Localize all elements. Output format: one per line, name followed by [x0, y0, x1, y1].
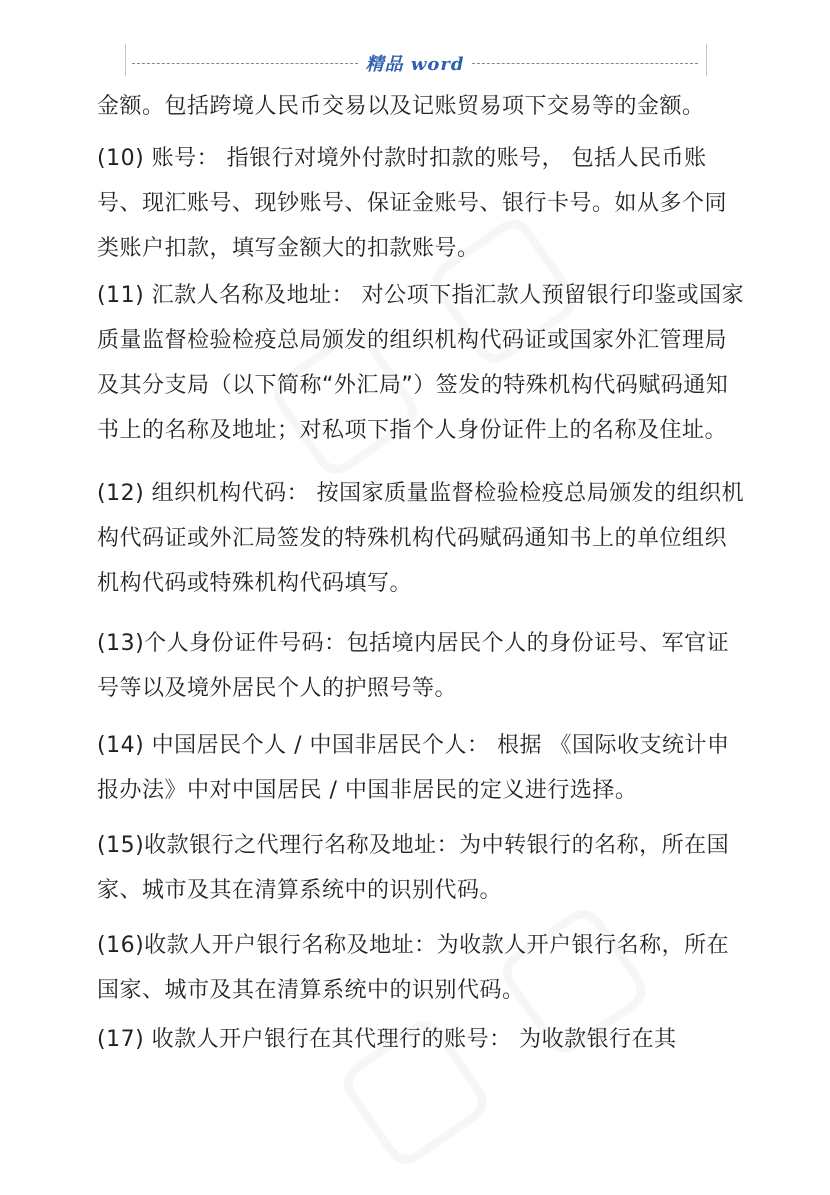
paragraph-amount-cont: 金额。包括跨境人民币交易以及记账贸易项下交易等的金额。 — [97, 94, 705, 119]
header-dashed-line-right — [472, 63, 698, 64]
paragraph-17-payee-bank-account: (17) 收款人开户银行在其代理行的账号： 为收款银行在其 — [97, 1027, 677, 1052]
page-header — [125, 44, 707, 76]
paragraph-12-org-code: (12) 组织机构代码： 按国家质量监督检验检疫总局颁发的组织机构代码证或外汇局签发的特殊机构代码赋码通知书上的单位组织机构代码或特殊机构代码填写。 — [97, 481, 745, 596]
paragraph-10-account: (10) 账号： 指银行对境外付款时扣款的账号， 包括人民币账号、现汇账号、现钞账号、保证金账号、银行卡号。如从多个同类账户扣款，填写金额大的扣款账号。 — [97, 146, 728, 261]
paragraph-11-remitter: (11) 汇款人名称及地址： 对公项下指汇款人预留银行印鉴或国家质量监督检验检疫总局颁发的组织机构代码证或国家外汇管理局及其分支局（以下简称“外汇局”）签发的特殊机构代码赋码通知书上的名称及地址；对私项下指个人身份证件上的名称及住址。 — [97, 283, 745, 443]
header-badge: 精品 word — [365, 54, 465, 75]
paragraph-16-payee-bank: (16)收款人开户银行名称及地址：为收款人开户银行名称，所在国家、城市及其在清算系统中的识别代码。 — [97, 933, 730, 1003]
header-dashed-line-left — [132, 63, 358, 64]
document-body — [97, 84, 747, 1062]
paragraph-15-correspondent-bank: (15)收款银行之代理行名称及地址：为中转银行的名称，所在国家、城市及其在清算系统中的识别代码。 — [97, 833, 730, 903]
paragraph-13-id-number: (13)个人身份证件号码：包括境内居民个人的身份证号、军官证号等以及境外居民个人的护照号等。 — [97, 631, 730, 701]
paragraph-14-residency: (14) 中国居民个人 / 中国非居民个人： 根据 《国际收支统计申报办法》中对中国居民 / 中国非居民的定义进行选择。 — [97, 733, 730, 803]
